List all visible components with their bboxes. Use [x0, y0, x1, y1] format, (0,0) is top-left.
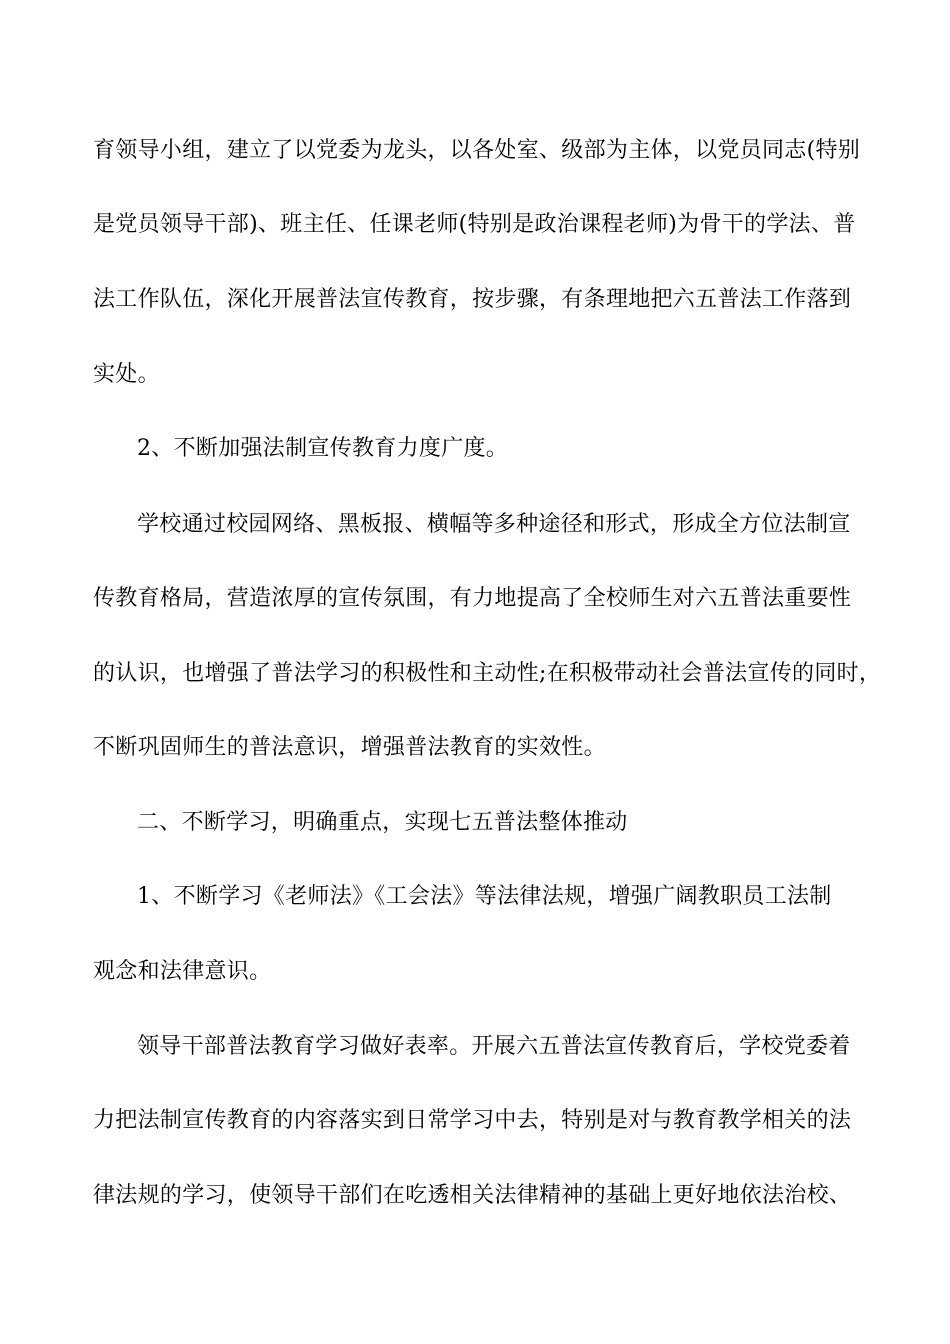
text-line: 法工作队伍，深化开展普法宣传教育，按步骤，有条理地把六五普法工作落到 [93, 287, 852, 312]
section-heading: 二、不断学习，明确重点，实现七五普法整体推动 [137, 810, 628, 835]
text-line: 律法规的学习，使领导干部们在吃透相关法律精神的基础上更好地依法治校、 [93, 1183, 852, 1208]
text-line: 不断巩固师生的普法意识，增强普法教育的实效性。 [93, 735, 606, 760]
text-line: 实处。 [93, 362, 160, 387]
text-line: 育领导小组，建立了以党委为龙头，以各处室、级部为主体，以党员同志(特别 [93, 138, 861, 163]
text-line: 是党员领导干部)、班主任、任课老师(特别是政治课程老师)为骨干的学法、普 [93, 212, 856, 237]
text-line: 观念和法律意识。 [93, 959, 272, 984]
section-heading: 2、不断加强法制宣传教育力度广度。 [137, 436, 509, 461]
text-line: 学校通过校园网络、黑板报、横幅等多种途径和形式，形成全方位法制宣 [137, 512, 851, 537]
text-line: 领导干部普法教育学习做好表率。开展六五普法宣传教育后，学校党委着 [137, 1034, 851, 1059]
text-line: 的认识，也增强了普法学习的积极性和主动性;在积极带动社会普法宣传的同时， [93, 661, 882, 686]
section-heading: 1、不断学习《老师法》《工会法》等法律法规，增强广阔教职员工法制 [137, 884, 832, 909]
text-line: 传教育格局，营造浓厚的宣传氛围，有力地提高了全校师生对六五普法重要性 [93, 586, 852, 611]
text-line: 力把法制宣传教育的内容落实到日常学习中去，特别是对与教育教学相关的法 [93, 1108, 852, 1133]
